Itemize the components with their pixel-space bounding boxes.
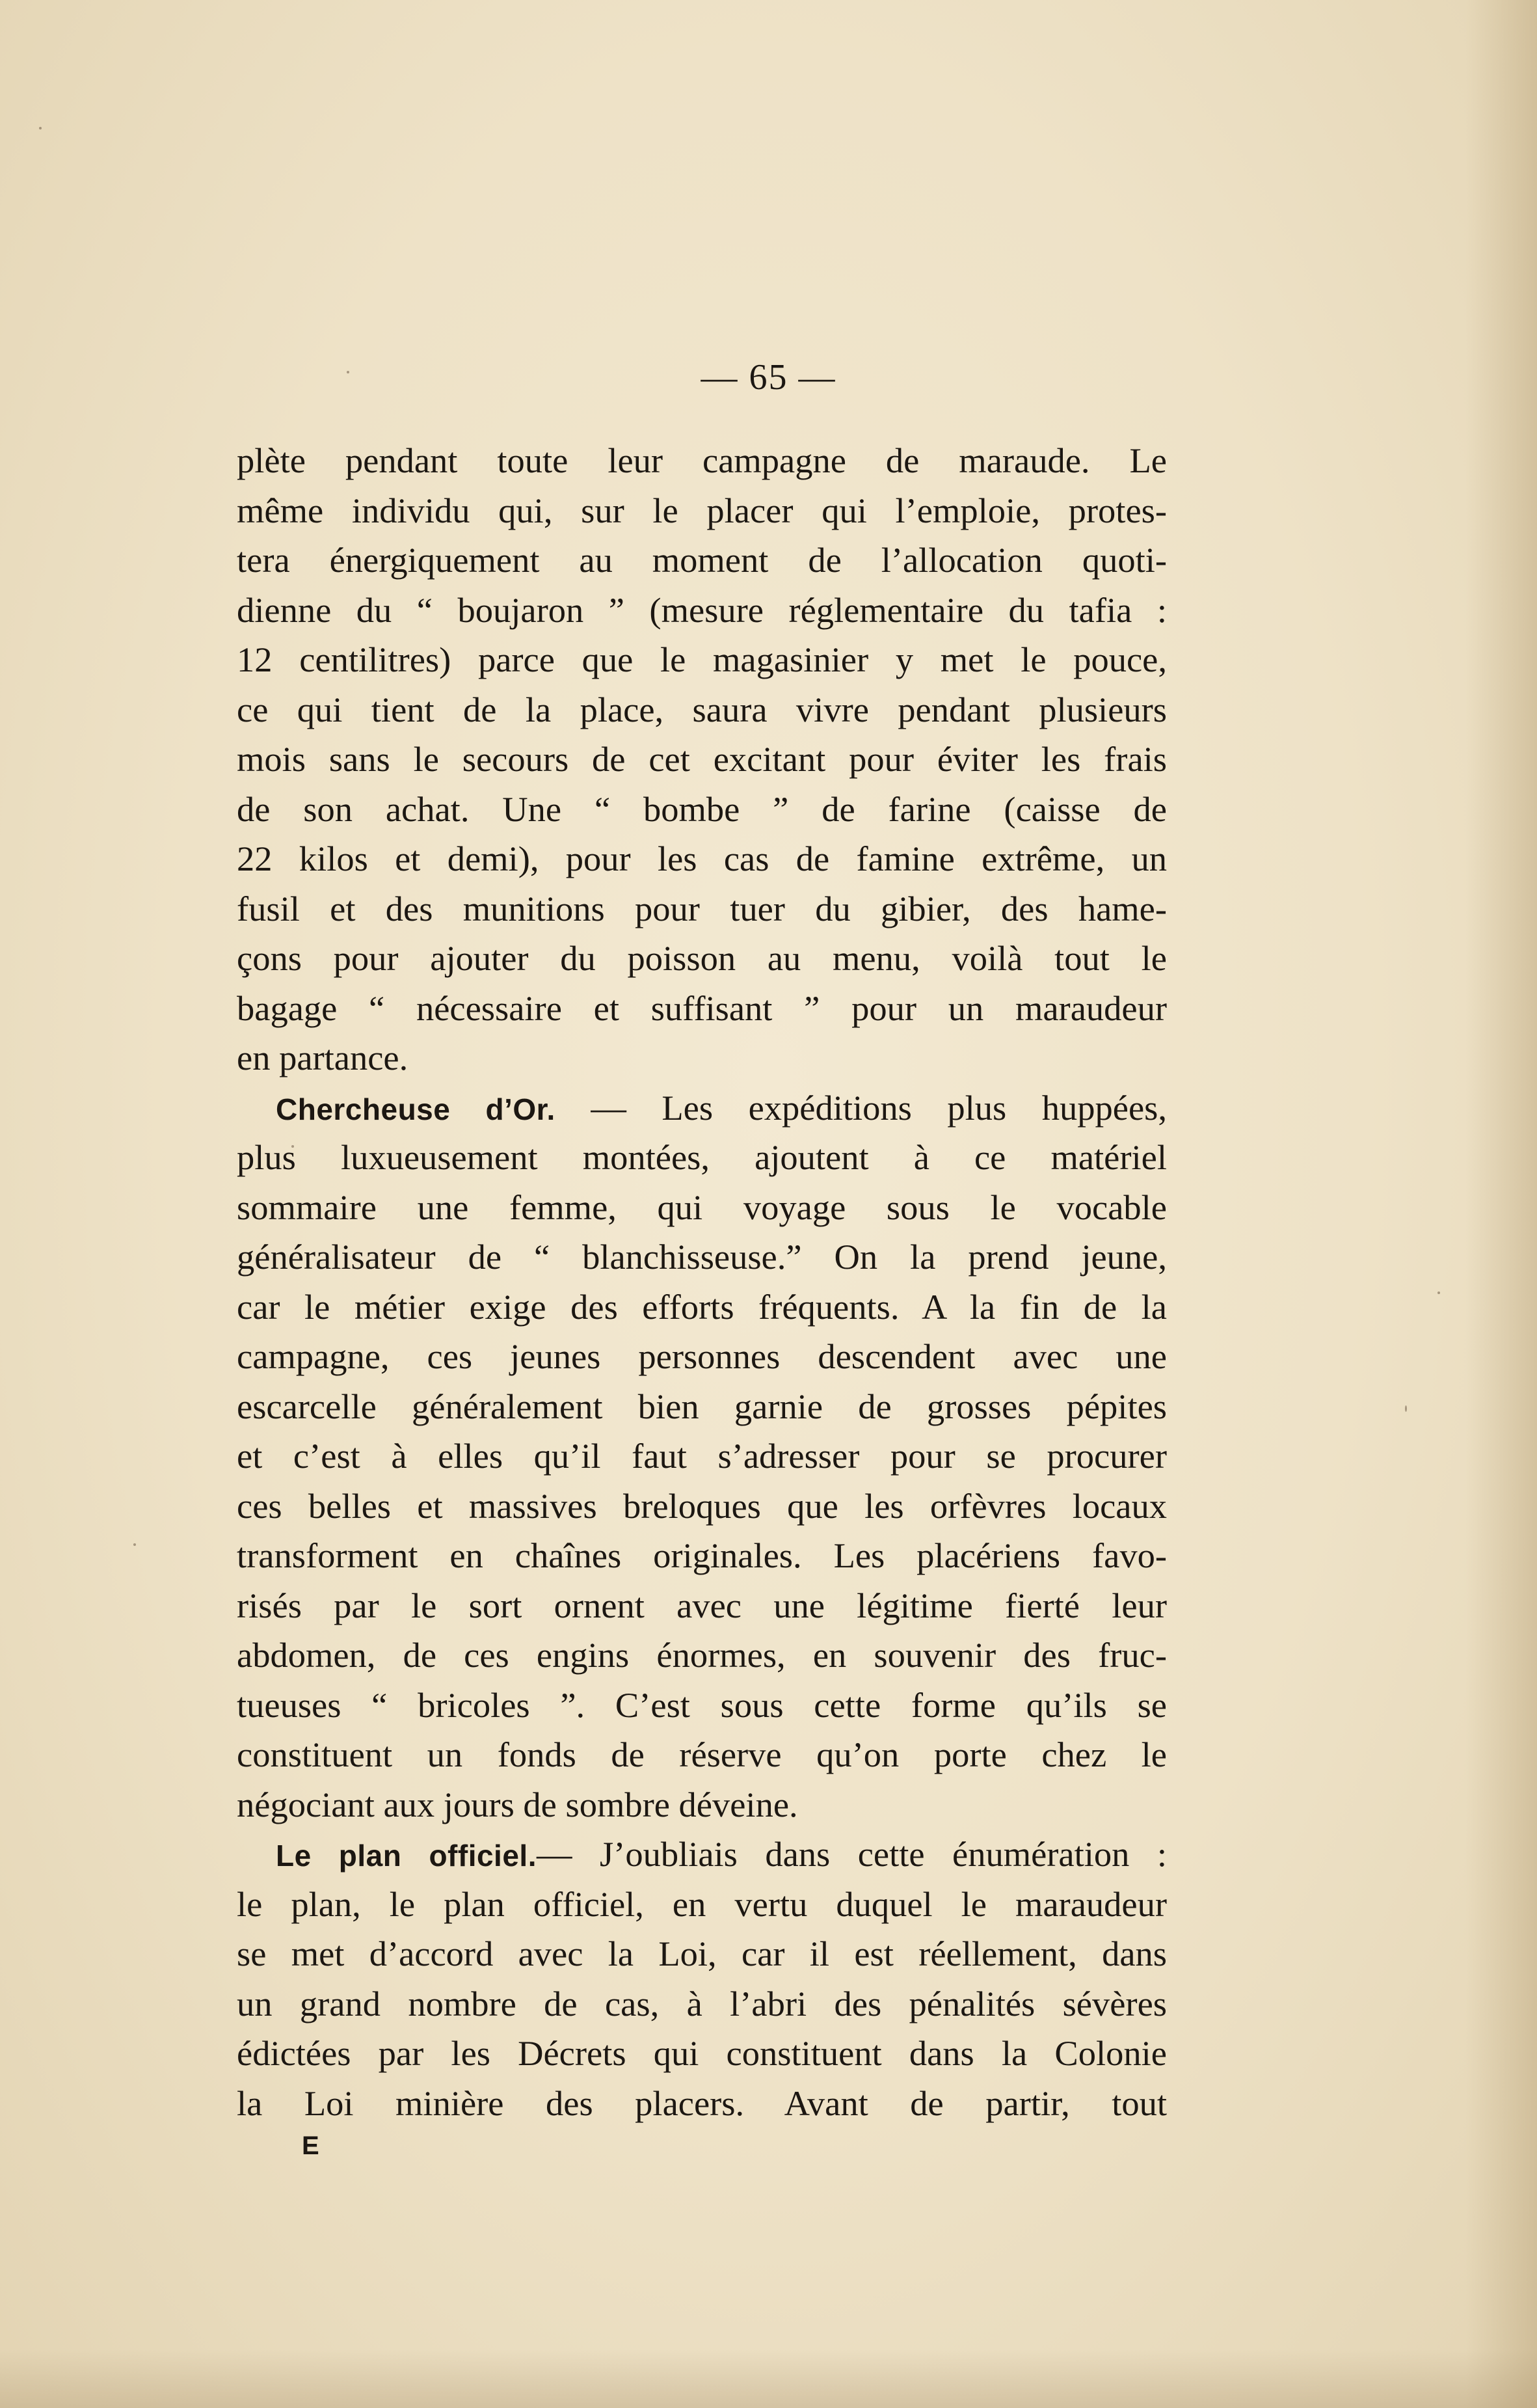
paragraph-1 — [237, 436, 1167, 1083]
text-line: mois sans le secours de cet excitant pour éviter les frais — [237, 739, 1167, 779]
text-run: — J’oubliais dans cette énumération : — [537, 1834, 1167, 1874]
text-line: car le métier exige des efforts fréquents. A la fin de la — [237, 1286, 1167, 1327]
text-line: bagage “ nécessaire et suffisant ” pour un maraudeur — [237, 988, 1167, 1028]
text-line: édictées par les Décrets qui constituent dans la Colonie — [237, 2033, 1167, 2073]
text-line: transforment en chaînes originales. Les placériens favo- — [237, 1535, 1167, 1575]
text-line: 22 kilos et demi), pour les cas de famine extrême, un — [237, 839, 1167, 878]
signature-mark: E — [302, 2131, 319, 2160]
text-line: se met d’accord avec la Loi, car il est réellement, dans — [237, 1934, 1167, 1973]
text-line: en partance. — [237, 1038, 408, 1077]
text-line: tueuses “ bricoles ”. C’est sous cette forme qu’ils se — [237, 1684, 1167, 1725]
text-line: çons pour ajouter du poisson au menu, voilà tout le — [237, 938, 1167, 978]
text-line: campagne, ces jeunes personnes descendent avec une — [237, 1336, 1167, 1376]
paper-speck — [39, 127, 42, 129]
text-line: dienne du “ boujaron ” (mesure réglementaire du tafia : — [237, 589, 1167, 630]
text-line: sommaire une femme, qui voyage sous le vocable — [237, 1187, 1167, 1227]
text-line: et c’est à elles qu’il faut s’adresser pour se procurer — [237, 1436, 1167, 1476]
section-heading-chercheuse-dor: Chercheuse d’Or. — [276, 1092, 555, 1126]
text-line: le plan, le plan officiel, en vertu duquel le maraudeur — [237, 1884, 1167, 1924]
text-line: la Loi minière des placers. Avant de partir, tout — [237, 2083, 1167, 2123]
paper-speck — [1437, 1292, 1440, 1294]
text-line: négociant aux jours de sombre déveine. — [237, 1784, 798, 1824]
text-run: — Les expéditions plus huppées, — [591, 1087, 1167, 1128]
text-line: ce qui tient de la place, saura vivre pendant plusieurs — [237, 689, 1167, 729]
page-edge-shading-bottom — [0, 2349, 1537, 2408]
text-line: risés par le sort ornent avec une légitime fierté leur — [237, 1585, 1167, 1625]
text-line: abdomen, de ces engins énormes, en souvenir des fruc- — [237, 1635, 1167, 1675]
page-number: — 65 — — [701, 357, 836, 398]
paragraph-3-first-line — [237, 1830, 1167, 1880]
text-line: un grand nombre de cas, à l’abri des pénalités sévères — [237, 1983, 1167, 2023]
text-line: de son achat. Une “ bombe ” de farine (caisse de — [237, 789, 1167, 829]
text-line: généralisateur de “ blanchisseuse.” On la prend jeune, — [237, 1237, 1167, 1277]
body-text — [237, 436, 1167, 2128]
paper-speck — [1405, 1405, 1407, 1412]
text-line: escarcelle généralement bien garnie de grosses pépites — [237, 1386, 1167, 1426]
text-line: constituent un fonds de réserve qu’on porte chez le — [237, 1735, 1167, 1774]
paragraph-2 — [237, 1083, 1167, 1830]
section-heading-plan-officiel: Le plan officiel. — [276, 1839, 537, 1873]
text-line: plus luxueusement montées, ajoutent à ce matériel — [237, 1137, 1167, 1177]
paragraph-2-first-line — [237, 1083, 1167, 1133]
text-line: plète pendant toute leur campagne de maraude. Le — [237, 440, 1167, 480]
text-line: ces belles et massives breloques que les orfèvres locaux — [237, 1485, 1167, 1526]
text-line: même individu qui, sur le placer qui l’emploie, protes- — [237, 490, 1167, 530]
paper-speck — [133, 1543, 136, 1546]
text-line: tera énergiquement au moment de l’allocation quoti- — [237, 540, 1167, 580]
paragraph-3 — [237, 1830, 1167, 2128]
text-line: fusil et des munitions pour tuer du gibier, des hame- — [237, 888, 1167, 928]
text-line: 12 centilitres) parce que le magasinier y met le pouce, — [237, 640, 1167, 679]
